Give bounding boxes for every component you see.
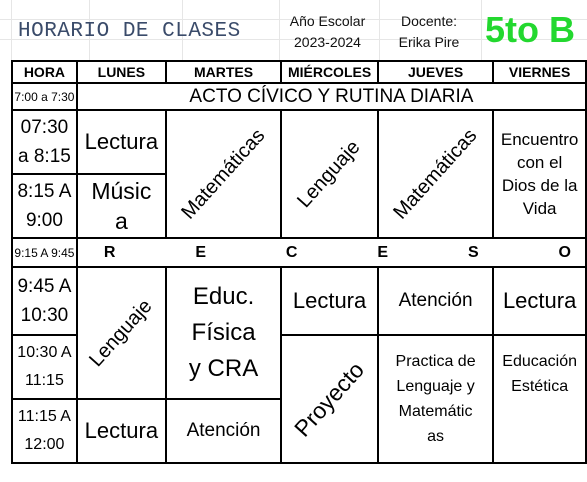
time-end: a 8:15 xyxy=(18,146,71,167)
recess-letter: C xyxy=(285,243,298,261)
class-cell: Atención xyxy=(166,399,281,463)
class-label-line: Músic xyxy=(91,178,152,204)
class-label-line: Lenguaje y xyxy=(396,378,475,395)
time-start: 10:30 A xyxy=(17,344,72,361)
class-cell xyxy=(378,335,493,463)
school-year-value: 2023-2024 xyxy=(294,34,361,50)
class-label: Matemáticas xyxy=(389,124,482,224)
schedule-table xyxy=(11,60,587,464)
school-year xyxy=(280,11,375,53)
time-slot xyxy=(12,110,77,174)
class-label-line: Estética xyxy=(511,378,569,395)
class-label-line: y CRA xyxy=(188,355,259,382)
time-slot xyxy=(12,267,77,335)
time-end: 11:15 xyxy=(25,372,64,389)
class-label: Matemáticas xyxy=(177,124,270,224)
time-slot xyxy=(12,399,77,463)
time-slot: 9:15 A 9:45 xyxy=(12,238,77,267)
time-end: 12:00 xyxy=(24,436,65,453)
class-cell xyxy=(493,335,586,463)
class-label-line: Encuentro xyxy=(500,130,579,149)
teacher-label: Docente: xyxy=(400,13,458,29)
column-header-miercoles: MIÉRCOLES xyxy=(281,61,378,83)
recess-letter: E xyxy=(377,243,389,261)
recess-letter: O xyxy=(558,243,571,261)
class-cell: Lectura xyxy=(77,110,166,174)
class-cell xyxy=(281,335,378,463)
recess-letter: R xyxy=(103,243,116,261)
class-cell xyxy=(166,267,281,399)
time-start: 9:45 A xyxy=(17,276,72,297)
class-label-line: Educ. xyxy=(192,283,255,310)
class-label-line: a xyxy=(114,208,128,234)
header xyxy=(0,0,587,60)
time-start: 07:30 xyxy=(20,117,69,138)
class-label-line: as xyxy=(427,428,445,445)
class-label-line: Física xyxy=(191,319,256,346)
recess-row xyxy=(12,238,586,267)
recess-letter: S xyxy=(467,243,479,261)
class-label: Proyecto xyxy=(289,356,370,442)
class-cell xyxy=(378,110,493,238)
time-slot: 7:00 a 7:30 xyxy=(12,83,77,110)
class-label: Lenguaje xyxy=(293,135,365,212)
page-title: HORARIO DE CLASES xyxy=(18,20,241,43)
time-start: 11:15 A xyxy=(17,408,71,425)
acto-civico-cell: ACTO CÍVICO Y RUTINA DIARIA xyxy=(77,83,586,110)
class-cell: Lectura xyxy=(281,267,378,335)
column-header-lunes: LUNES xyxy=(77,61,166,83)
header-row xyxy=(12,61,586,83)
class-label: Lenguaje xyxy=(85,294,157,371)
class-cell xyxy=(77,174,166,238)
table-row xyxy=(12,267,586,335)
column-header-viernes: VIERNES xyxy=(493,61,586,83)
class-label-line: Practica de xyxy=(395,353,476,370)
column-header-hora: HORA xyxy=(12,61,77,83)
column-header-martes: MARTES xyxy=(166,61,281,83)
class-cell xyxy=(77,267,166,399)
table-row xyxy=(12,83,586,110)
column-header-jueves: JUEVES xyxy=(378,61,493,83)
time-end: 10:30 xyxy=(20,305,69,326)
time-end: 9:00 xyxy=(25,210,63,231)
class-label-line: con el xyxy=(516,153,563,172)
class-cell xyxy=(281,110,378,238)
class-label-line: Educación xyxy=(502,353,577,370)
grade-label: 5to B xyxy=(485,9,575,50)
class-cell: Atención xyxy=(378,267,493,335)
recess-letter: E xyxy=(195,243,207,261)
class-cell xyxy=(166,110,281,238)
time-start: 8:15 A xyxy=(17,181,72,202)
class-cell: Lectura xyxy=(77,399,166,463)
class-label-line: Vida xyxy=(522,199,557,218)
school-year-label: Año Escolar xyxy=(289,13,366,29)
table-row xyxy=(12,110,586,174)
teacher xyxy=(384,11,474,53)
recess-cell xyxy=(77,238,586,267)
class-label-line: Matemátic xyxy=(398,403,473,420)
time-slot xyxy=(12,174,77,238)
class-label-line: Dios de la xyxy=(501,176,578,195)
time-slot xyxy=(12,335,77,399)
class-cell xyxy=(493,110,586,238)
class-cell: Lectura xyxy=(493,267,586,335)
teacher-name: Erika Pire xyxy=(398,34,460,50)
